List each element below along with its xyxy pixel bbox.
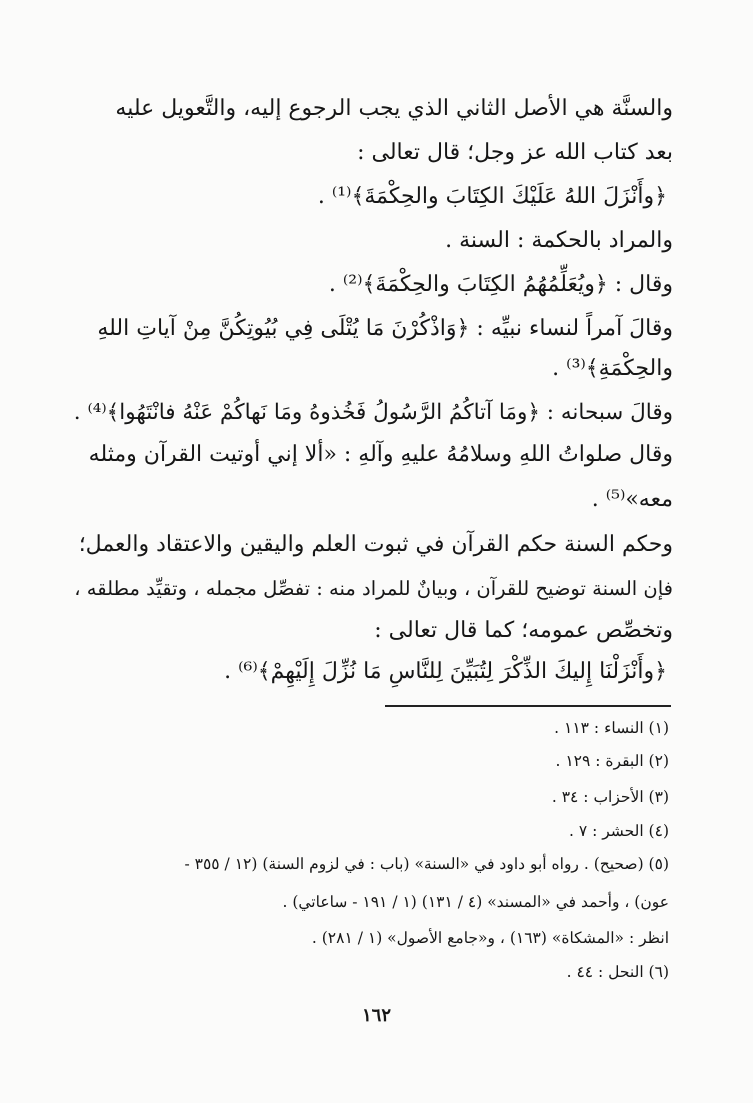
body-line-3: والمراد بالحكمة : السنة . — [445, 228, 673, 253]
footnote-2: (٢) البقرة : ١٢٩ . — [555, 752, 669, 770]
quran-verse-4: وقالَ سبحانه : ﴿ومَا آتاكُمُ الرَّسُولُ فَخُذوهُ ومَا نَهاكُمْ عَنْهُ فانْتَهُوا﴾⁽⁴⁾ . — [73, 400, 673, 425]
footnote-4: (٤) الحشر : ٧ . — [568, 822, 669, 840]
hadith-line-2: معه»⁽⁵⁾ . — [591, 487, 673, 512]
body-line-5: والحِكْمَةِ﴾⁽³⁾ . — [552, 356, 673, 381]
footnote-5-line-1: (٥) (صحيح) . رواه أبو داود في «السنة» (باب : في لزوم السنة) (١٢ / ٣٥٥ - — [184, 855, 669, 873]
quran-verse-2: وقال : ﴿ويُعَلِّمُهُمُ الكِتَابَ والحِكْمَةَ﴾⁽²⁾ . — [328, 272, 673, 297]
footnote-5-line-3: انظر : «المشكاة» (١٦٣) ، و«جامع الأصول» (١ / ٢٨١) . — [311, 929, 669, 947]
body-line-4: وقالَ آمراً لنساء نبيِّه : ﴿وَاذْكُرْنَ مَا يُتْلَى فِي بُيُوتِكُنَّ مِنْ آياتِ اللهِ — [97, 316, 673, 341]
body-line-1: والسنَّة هي الأصل الثاني الذي يجب الرجوع إليه، والتَّعويل عليه — [115, 96, 673, 121]
quran-verse-1: ﴿وأَنْزَلَ اللهُ عَلَيْكَ الكِتَابَ والحِكْمَةَ﴾⁽¹⁾ . — [317, 184, 667, 209]
body-line-6: وحكم السنة حكم القرآن في ثبوت العلم واليقين والاعتقاد والعمل؛ — [78, 532, 673, 557]
footnote-1: (١) النساء : ١١٣ . — [554, 719, 669, 737]
page-number: ١٦٢ — [361, 1005, 391, 1026]
body-line-2: بعد كتاب الله عز وجل؛ قال تعالى : — [357, 140, 673, 165]
footnote-separator — [385, 705, 671, 707]
footnote-6: (٦) النحل : ٤٤ . — [566, 963, 669, 981]
footnote-3: (٣) الأحزاب : ٣٤ . — [551, 788, 669, 806]
body-line-8: وتخصِّص عمومه؛ كما قال تعالى : — [374, 618, 673, 643]
body-line-7: فإن السنة توضيح للقرآن ، وبيانٌ للمراد منه : تفصِّل مجمله ، وتقيِّد مطلقه ، — [74, 577, 673, 600]
hadith-line-1: وقال صلواتُ اللهِ وسلامُهُ عليهِ وآلهِ : «ألا إني أوتيت القرآن ومثله — [88, 442, 673, 467]
quran-verse-6: ﴿وأَنْزَلْنَا إِليكَ الذِّكْرَ لِتُبَيِّنَ لِلنَّاسِ مَا نُزِّلَ إِلَيْهِمْ﴾⁽⁶⁾ . — [224, 659, 667, 684]
footnote-5-line-2: عون) ، وأحمد في «المسند» (٤ / ١٣١) (١ / ١٩١ - ساعاتي) . — [282, 893, 669, 911]
